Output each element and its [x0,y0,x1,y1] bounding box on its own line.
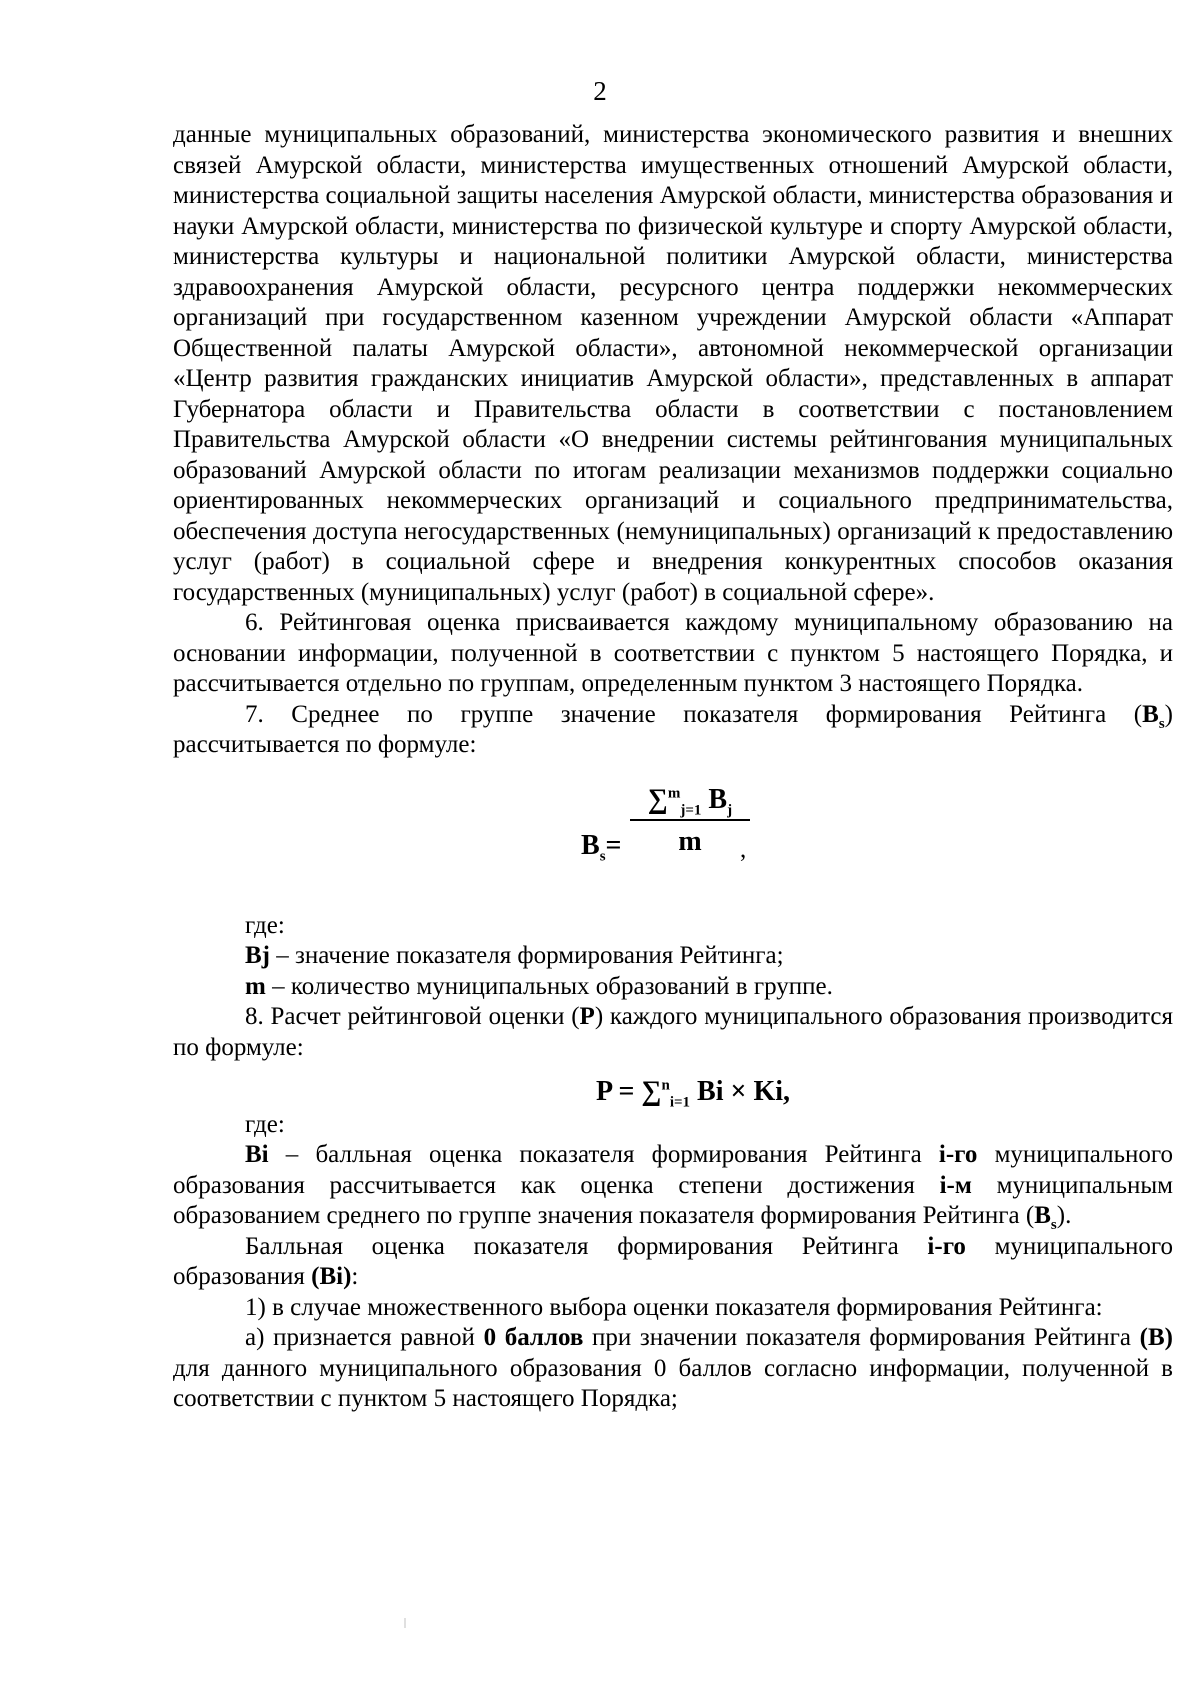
paragraph-8: 8. Расчет рейтинговой оценки (P) каждого муниципального образования производится по формуле: [173,1003,1173,1061]
list-item-a: а) признается равной 0 баллов при значении показателя формирования Рейтинга (B) для данного муниципального образования 0 баллов согласно информации, полученной в соответствии с пунктом 5 настоящего Порядка; [173,1324,1173,1412]
definition-bj: Bj – значение показателя формирования Рейтинга; [245,942,784,969]
where-label-2: где: [245,1110,285,1138]
formula-denominator: m [678,826,702,857]
formula-rating: P = ∑$^n_{i=1}$ Bi × Ki, [595,1076,790,1111]
paragraph-7: 7. Среднее по группе значение показателя формирования Рейтинга $(B_s)$ рассчитывается по формуле: [173,700,1173,758]
paragraph-score: Балльная оценка показателя формирования Рейтинга i-го муниципального образования (Bi): [173,1232,1173,1290]
formula-lhs: $B_s=$ [581,829,622,865]
formula-comma: , [740,835,747,863]
definition-m: m – количество муниципальных образований в группе. [245,972,833,1000]
formula-numerator: ∑$^m_{j=1}$ $B_j$ [630,785,750,822]
formula-fraction [630,785,750,858]
where-label-1: где: [245,911,285,939]
document-body [173,120,1173,1415]
paragraph-6: 6. Рейтинговая оценка присваивается каждому муниципальному образованию на основании информации, полученной в соответствии с пунктом 5 настоящего Порядка, и рассчитывается отдельно по группам, определенным пунктом 3 настоящего Порядка. [173,609,1173,697]
scan-mark [404,1618,406,1628]
paragraph-intro: данные муниципальных образований, министерства экономического развития и внешних связей Амурской области, министерства имущественных отношений Амурской области, министерства социальной защиты населения Амурской области, министерства образования и науки Амурской области, министерства по физической культуре и спорту Амурской области, министерства культуры и национальной политики Амурской области, министерства здравоохранения Амурской области, ресурсного центра поддержки некоммерческих организаций при государственном казенном учреждении Амурской области «Аппарат Общественной палаты Амурской области», автономной некоммерческой организации «Центр развития гражданских инициатив Амурской области», представленных в аппарат Губернатора области и Правительства области в соответствии с постановлением Правительства Амурской области «О внедрении системы рейтингования муниципальных образований Амурской области по итогам реализации механизмов поддержки социально ориентированных некоммерческих организаций и социального предпринимательства, обеспечения доступа негосударственных (немуниципальных) организаций к предоставлению услуг (работ) в социальной сфере и внедрения конкурентных способов оказания государственных (муниципальных) услуг (работ) в социальной сфере». [173,121,1173,606]
page-number: 2 [593,76,607,106]
formula-average [173,781,1173,911]
definition-bi: Bi – балльная оценка показателя формирования Рейтинга i-го муниципального образования рассчитывается как оценка степени достижения i-м муниципальным образованием среднего по группе значения показателя формирования Рейтинга $(B_s)$. [173,1141,1173,1233]
list-item-1: 1) в случае множественного выбора оценки показателя формирования Рейтинга: [245,1293,1103,1321]
